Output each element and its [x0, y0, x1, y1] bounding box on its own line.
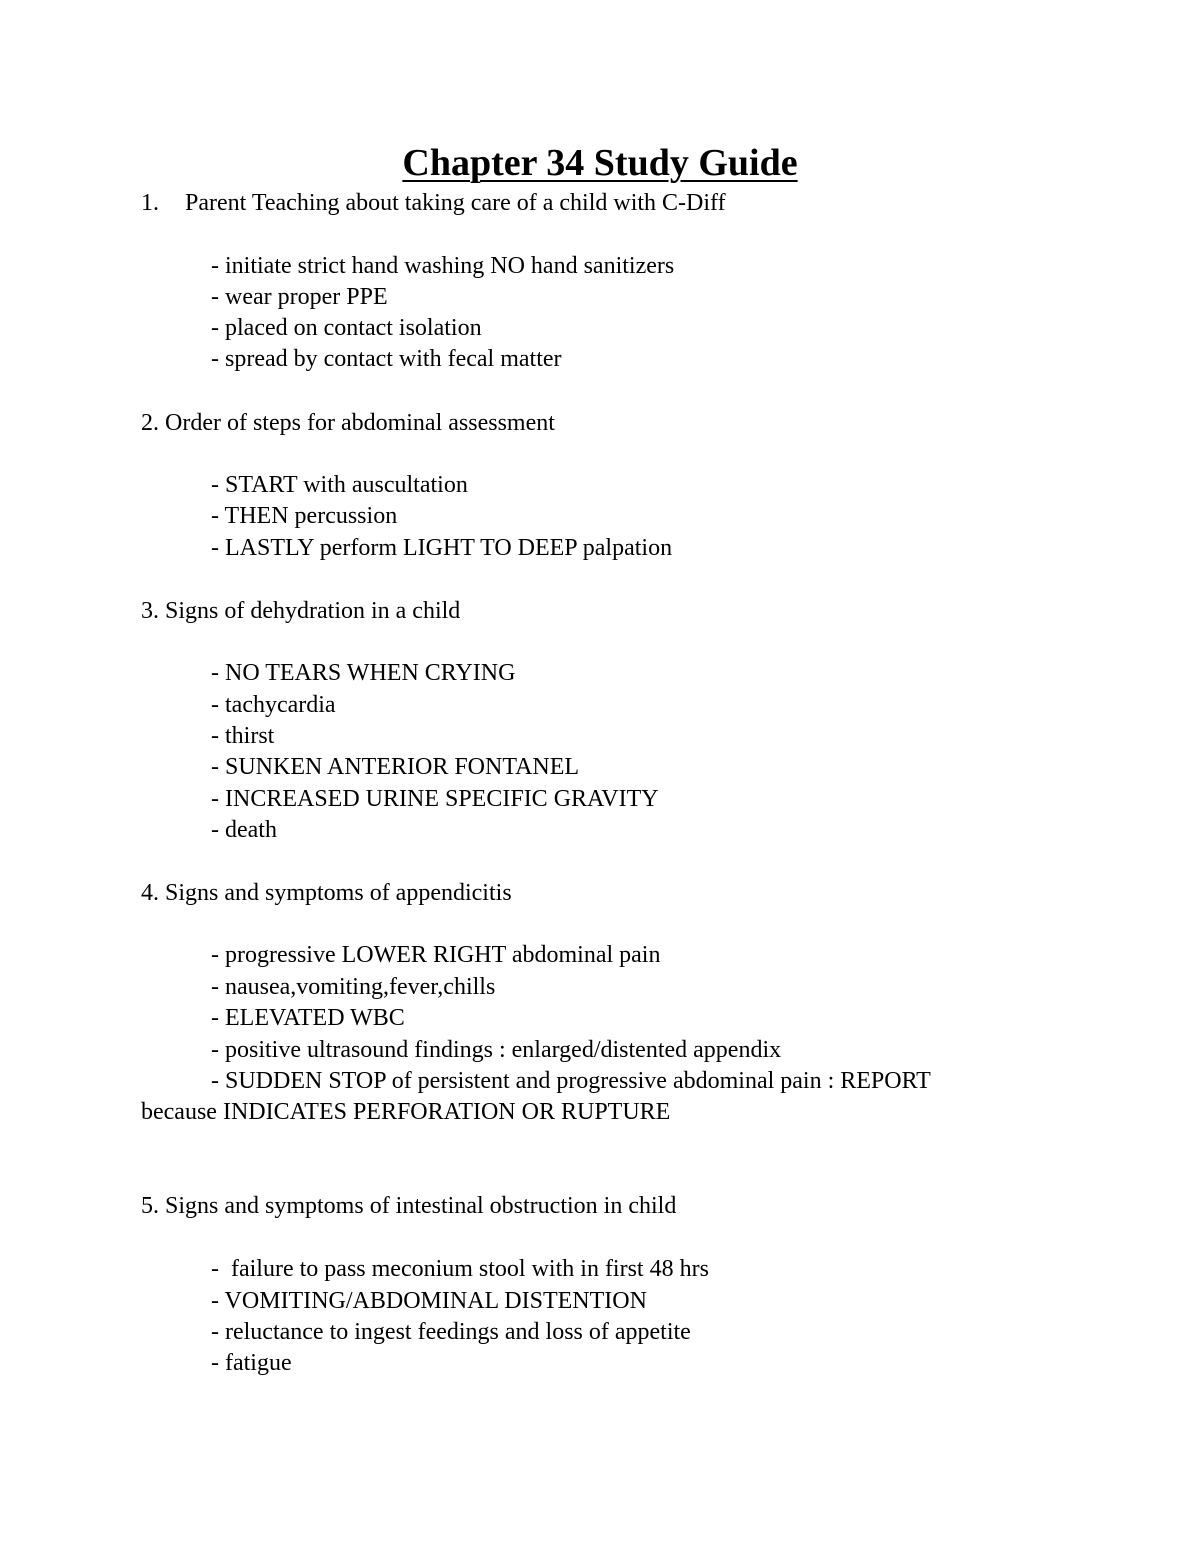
- section-4-bullet-1: - progressive LOWER RIGHT abdominal pain: [211, 942, 661, 968]
- section-4-heading: 4. Signs and symptoms of appendicitis: [141, 880, 512, 906]
- section-3-bullet-6: - death: [211, 817, 277, 843]
- section-4-bullet-3: - ELEVATED WBC: [211, 1005, 405, 1031]
- section-3-bullet-3: - thirst: [211, 723, 275, 749]
- section-5-bullet-2: - VOMITING/ABDOMINAL DISTENTION: [211, 1288, 647, 1314]
- section-1-heading-text: Parent Teaching about taking care of a child with C-Diff: [185, 190, 726, 216]
- section-2-bullet-3: - LASTLY perform LIGHT TO DEEP palpation: [211, 535, 673, 561]
- section-4-bullet-2: - nausea,vomiting,fever,chills: [211, 974, 496, 1000]
- section-3-bullet-2: - tachycardia: [211, 692, 336, 718]
- section-3-heading: 3. Signs of dehydration in a child: [141, 598, 461, 624]
- section-2-heading: 2. Order of steps for abdominal assessment: [141, 410, 555, 436]
- section-1-bullet-1: - initiate strict hand washing NO hand sanitizers: [211, 253, 675, 279]
- section-2-bullet-2: - THEN percussion: [211, 503, 398, 529]
- section-3-bullet-4: - SUNKEN ANTERIOR FONTANEL: [211, 754, 580, 780]
- section-4-bullet-5-continuation: because INDICATES PERFORATION OR RUPTURE: [141, 1099, 671, 1125]
- section-4-bullet-4: - positive ultrasound findings : enlarged/distented appendix: [211, 1037, 782, 1063]
- section-5-heading: 5. Signs and symptoms of intestinal obstruction in child: [141, 1193, 677, 1219]
- section-4-bullet-5: - SUDDEN STOP of persistent and progressive abdominal pain : REPORT: [211, 1068, 931, 1094]
- section-3-bullet-1: - NO TEARS WHEN CRYING: [211, 660, 516, 686]
- section-1-bullet-4: - spread by contact with fecal matter: [211, 346, 562, 372]
- section-5-bullet-4: - fatigue: [211, 1350, 292, 1376]
- section-2-bullet-1: - START with auscultation: [211, 472, 468, 498]
- page-title: Chapter 34 Study Guide: [402, 142, 798, 184]
- section-3-bullet-5: - INCREASED URINE SPECIFIC GRAVITY: [211, 786, 659, 812]
- section-1-bullet-3: - placed on contact isolation: [211, 315, 482, 341]
- section-1-number: 1.: [141, 190, 159, 216]
- section-5-bullet-3: - reluctance to ingest feedings and loss of appetite: [211, 1319, 691, 1345]
- section-1-bullet-2: - wear proper PPE: [211, 284, 388, 310]
- section-1-heading: [141, 188, 726, 218]
- section-5-bullet-1: - failure to pass meconium stool with in first 48 hrs: [211, 1256, 709, 1282]
